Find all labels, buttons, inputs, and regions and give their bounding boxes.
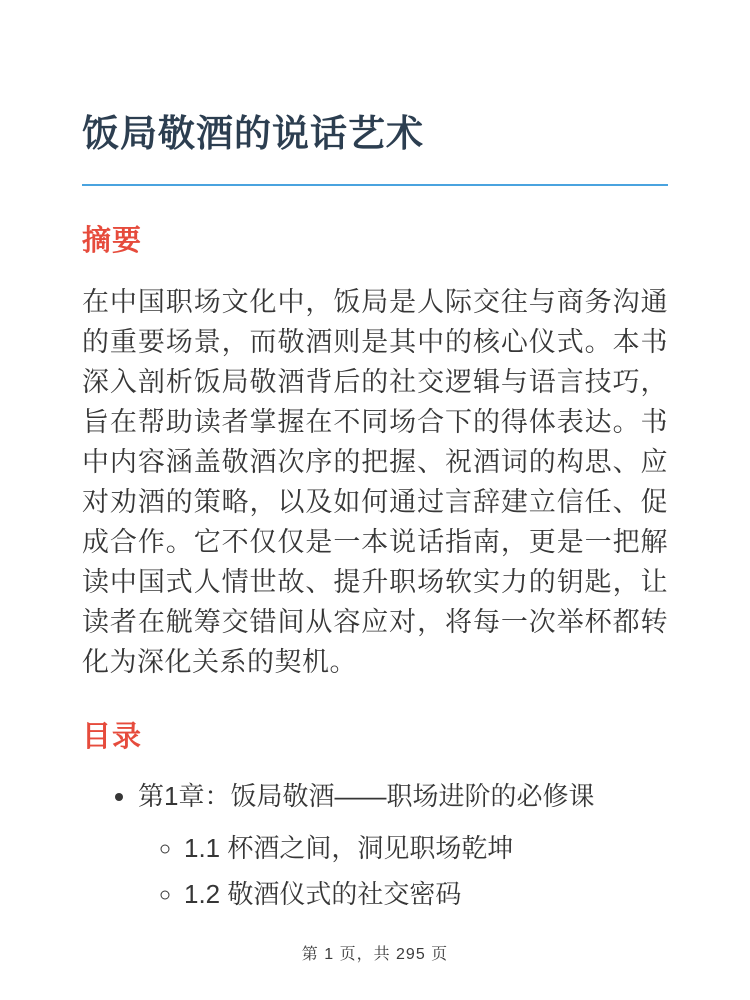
toc-chapter-label: 第1章：饭局敬酒——职场进阶的必修课 <box>138 781 595 811</box>
page-number-footer: 第 1 页，共 295 页 <box>301 946 449 963</box>
toc-chapter-item <box>138 778 668 912</box>
page-title: 饭局敬酒的说话艺术 <box>82 113 424 154</box>
toc-section-list <box>138 830 668 912</box>
toc-list <box>82 778 668 912</box>
toc-section-label: 1.2 敬酒仪式的社交密码 <box>184 879 462 909</box>
title-divider <box>82 184 668 186</box>
abstract-heading: 摘要 <box>82 225 143 257</box>
toc-section-label: 1.1 杯酒之间，洞见职场乾坤 <box>184 833 514 863</box>
toc-heading: 目录 <box>82 721 143 753</box>
toc-section-item <box>184 876 668 912</box>
toc-section-item <box>184 830 668 866</box>
abstract-paragraph: 在中国职场文化中，饭局是人际交往与商务沟通的重要场景，而敬酒则是其中的核心仪式。本书深入剖析饭局敬酒背后的社交逻辑与语言技巧，旨在帮助读者掌握在不同场合下的得体表达。书中内容涵盖敬酒次序的把握、祝酒词的构思、应对劝酒的策略，以及如何通过言辞建立信任、促成合作。它不仅仅是一本说话指南，更是一把解读中国式人情世故、提升职场软实力的钥匙，让读者在觥筹交错间从容应对，将每一次举杯都转化为深化关系的契机。 <box>82 287 668 677</box>
